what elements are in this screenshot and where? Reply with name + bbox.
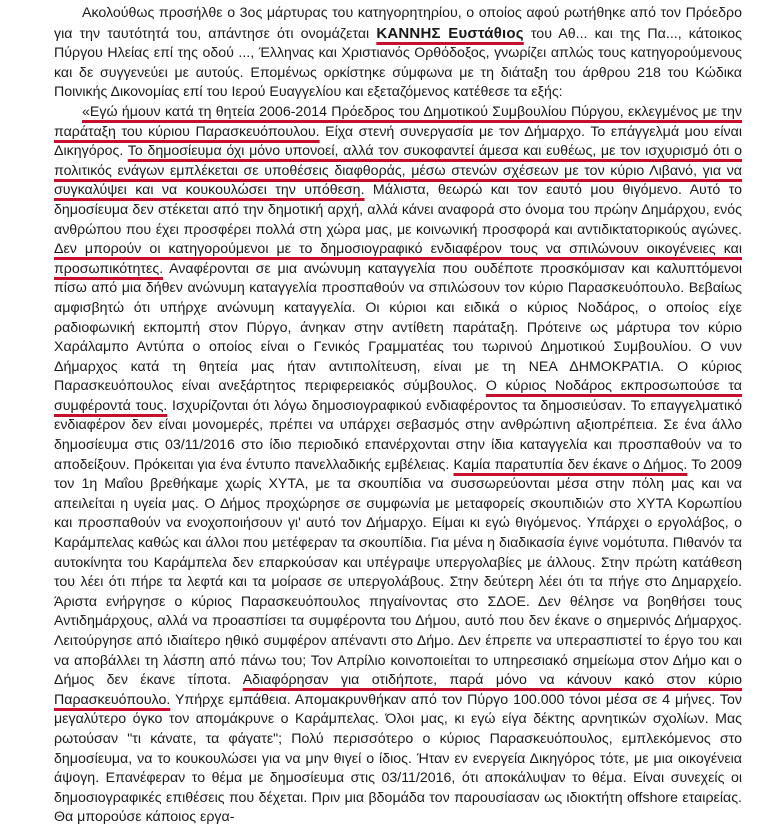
testimony-text-2: Είχα στενή συνεργασία με τον Δήμαρχο. Το επάγγελμά μου είναι Δικηγόρος. [54,123,742,160]
intro-paragraph [54,4,742,103]
testimony-text-4: Μάλιστα, θεωρώ και τον εαυτό μου θιγόμενο. Αυτό το δημοσίευμα δεν στέκεται από την δημοτική αρχή, αλλά κάνει αναφορά στο όνομα του πρώην Δημάρχου, ενός ανθρώπου που έχει προσφέρει πολλά στη χώρα μας, με κοινωνική προσφορά και αντιδικτατορικούς αγώνες. [54,182,742,238]
highlight-sentence-1: «Εγώ ήμουν κατά τη θητεία 2006-2014 Πρόεδρος του Δημοτικού Συμβουλίου Πύργου, εκλεγμένος με την παράταξη του κύριου Παρασκευόπουλου. [54,103,742,140]
testimony-text-8: Ισχυρίζονται ότι λόγω δημοσιογραφικού ενδιαφέροντος τα δημοσιεύσαν. Το επαγγελματικό ενδιαφέρον δεν είναι μονομερές, πρέπει να υπάρχει σεβασμός στην ανθρώπινη αξιοπρέπεια. Σε ένα άλλο δημοσίευμα στις 03/11/2016 στο ίδιο περιοδικό επανέρχονται στην ίδια καταγγελία και προσπαθούν να το αποδείξουν. Πρόκειται για ένα έντυπο πανελλαδικής εμβέλειας. [54,397,743,473]
highlight-sentence-9: Καμία παρατυπία δεν έκανε ο Δήμος. [453,456,688,473]
witness-name: ΚΑΝΝΗΣ Ευστάθιος [376,24,524,42]
highlight-sentence-11: Αδιαφόρησαν για οτιδήποτε, παρά μόνο να κάνουν κακό στον κύριο Παρασκευόπουλο. [54,672,742,708]
intro-text-after-name: του Αθ... και της Πα..., κάτοικος Πύργου Ηλείας επί της οδού ..., Έλληνας και Χριστιανός Ορθόδοξος, γνωρίζει απλώς τους κατηγορούμενους και δε συγγενεύει με αυτούς. Επομένως ορκίστηκε σύμφωνα με τη διάταξη του άρθρου 218 του Κώδικα Ποινικής Δικονομίας επί του Ιερού Ευαγγελίου και εξεταζόμενος κατέθεσε τα εξής: [54,25,742,101]
testimony-text-6: Αναφέρονται σε μια ανώνυμη καταγγελία που ουδέποτε προσκόμισαν και καλυπτόμενοι πίσω από μια δήθεν ανώνυμη καταγγελία προσπαθούν να σπιλώσουν τον κύριο Παρασκευόπουλο. Βεβαίως αμφισβητώ ότι υπήρχε ανώνυμη καταγγελία. Οι κύριοι και ειδικά ο κύριος Νοδάρος, ο οποίος είχε ραδιοφωνική εκπομπή στον Πύργο, άνηκαν στην αντίθετη παράταξη. Πρότεινε ως μάρτυρα τον κύριο Χαράλαμπο Αντύπα ο οποίος είναι ο Γενικός Γραμματέας του τωρινού Δημοτικού Συμβουλίου. Ο νυν Δήμαρχος κατά τη θητεία μας ήταν αντιπολίτευση, είναι με τη ΝΕΑ ΔΗΜΟΚΡΑΤΙΑ. Ο κύριος Παρασκευόπουλος είναι ανεξάρτητος περιφερειακός σύμβουλος. [54,260,742,395]
highlight-sentence-5: Δεν μπορούν οι κατηγορούμενοι με το δημοσιογραφικό ενδιαφέρον τους να σπιλώνουν οικογένειες και προσωπικότητες. [54,241,742,277]
testimony-text-10: Το 2009 τον 1η Μαΐου βρεθήκαμε χωρίς ΧΥΤΑ, με τα σκουπίδια να συσσωρεύονται μέσα στην πόλη μας και να απειλείται η υγεία μας. Ο Δήμος προχώρησε σε συμφωνία με μεταφορείς σκουπιδιών στο ΧΥΤΑ Κορωπίου και προσπαθούν να ενοχοποιήσουν γι' αυτό τον Δήμαρχο. Είμαι κι εγώ θιγόμενος. Υπάρχει ο εργολάβος, ο Καράμπελας καθώς και άλλοι που μετέφεραν τα σκουπίδια. Για μένα η διαδικασία έγινε νομότυπα. Πιθανόν τα αυτοκίνητα του Καράμπελα δεν επαρκούσαν και υπέγραψε υπεργολαβίες με άλλους. Στην πρώτη κατάθεση του λέει ότι πήρε τα λεφτά και τα μοίρασε σε υπεργολάβους. Στην δεύτερη λέει ότι τα πήγε στο Δημαρχείο. Άριστα ενήργησε ο κύριος Παρασκευόπουλος πηγαίνοντας στο ΣΔΟΕ. Δεν θέλησε να βοηθήσει τους Αντιδημάρχους, αλλά να προασπίσει τα συμφέροντα του Δήμου, αυτό που δεν έκανε ο σημερινός Δήμαρχος. Λειτούργησε από ιδιαίτερο ηθικό συμφέρον απέναντι στο Δήμο. Δεν έπρεπε να υπερασπιστεί το έργο του και να αποβάλλει τη λάσπη από πάνω του; Τον Απρίλιο κοινοποιείται το υπηρεσιακό σημείωμα στον Δήμο και ο Δήμος δεν έκανε τίποτα. [54,456,742,689]
testimony-paragraph [54,103,742,828]
highlight-sentence-3: Το δημοσίευμα όχι μόνο υπονοεί, αλλά τον συκοφαντεί άμεσα και ευθέως, με τον ισχυρισμό ότι ο πολιτικός ενάγων εμπλέκεται σε υποθέσεις διαφθοράς, μέσω στενών σχέσεων με τον κύριο Λιβανό, για να συγκαλύψει και να κουκουλώσει την υπόθεση. [54,143,743,199]
intro-text-before-name: Ακολούθως προσήλθε ο 3ος μάρτυρας του κατηγορητηρίου, ο οποίος αφού ρωτήθηκε από τον Πρόεδρο για την ταυτότητά του, απάντησε ότι ονομάζεται [54,5,742,42]
highlight-sentence-7: Ο κύριος Νοδάρος εκπροσωπούσε τα συμφέροντά τους. [54,378,742,414]
testimony-text-12: Υπήρχε εμπάθεια. Απομακρυνθήκαν από τον Πύργο 100.000 τόνοι μέσα σε 4 μήνες. Τον μεγαλύτερο όγκο τον απομάκρυνε ο Καράμπελας. Όλοι μας, κι εγώ είγα δέκτης αρνητικών σχολίων. Μας ρωτούσαν "τι κάνατε, τα φάγατε"; Πολύ περισσότερο ο κύριος Παρασκευόπουλος, εμπλεκόμενος στο δημοσίευμα, να το κουκουλώσει για να μην θιγεί ο ίδιος. Ήταν εν ενεργεία Δικηγόρος τότε, με μια οικογένεια άψογη. Επανέφεραν το θέμα με δημοσίευμα στις 03/11/2016, ότι αποκάλυψαν το θέμα. Είναι συνεχείς οι δημοσιογραφικές επιθέσεις που δέχεται. Πριν μια βδομάδα τον παρουσίασαν ως ιδιοκτήτη offshore εταιρείας. Θα μπορούσε κάποιος εργα- [54,691,742,826]
